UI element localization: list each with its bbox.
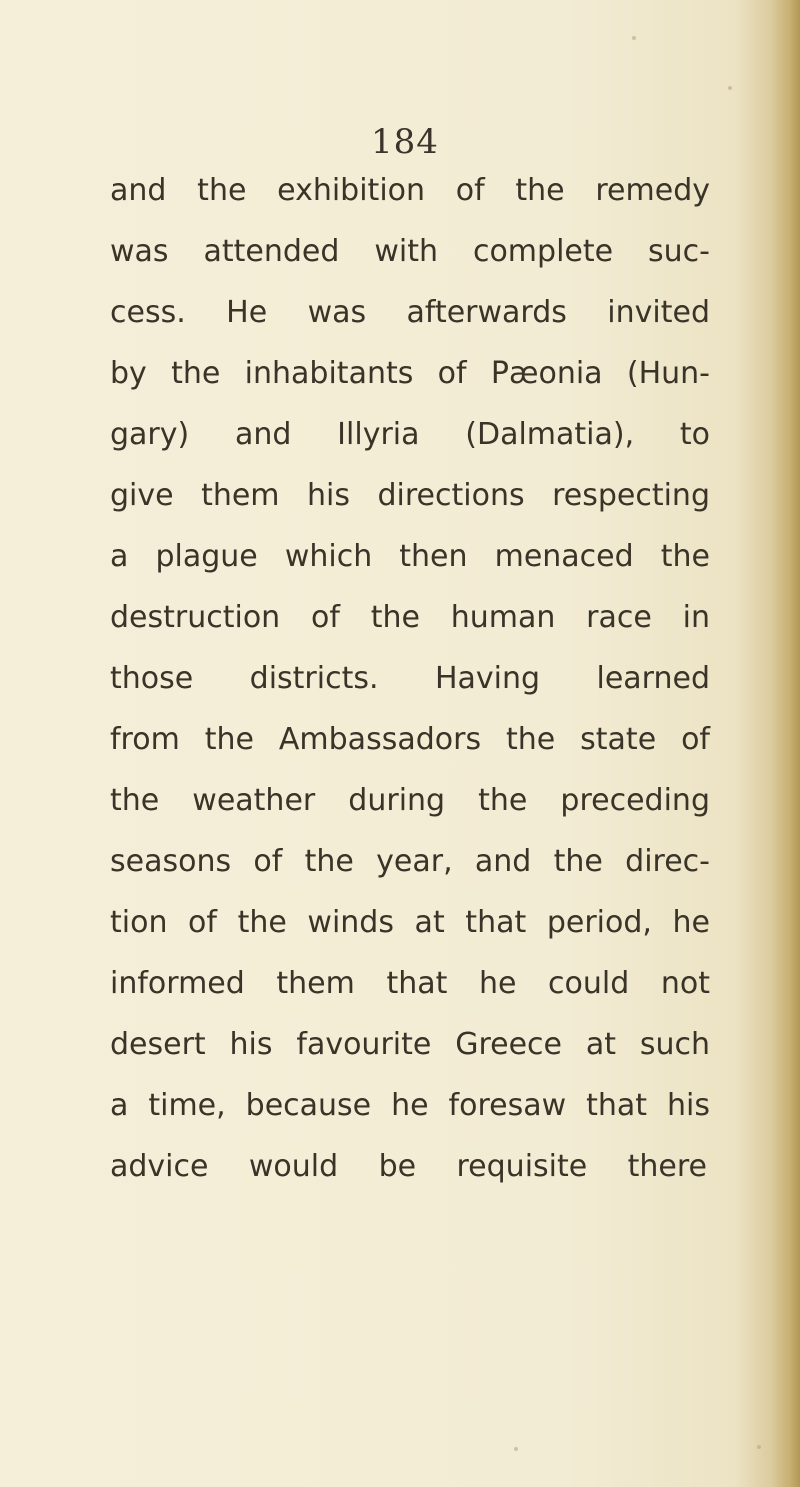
text-line: was attended with complete suc- <box>110 234 710 269</box>
page-number: 184 <box>371 122 439 162</box>
text-line: a time, because he foresaw that his <box>110 1088 710 1123</box>
text-line: gary) and Illyria (Dalmatia), to <box>110 417 710 452</box>
text-line: give them his directions respecting <box>110 478 710 513</box>
body-text <box>110 160 710 1197</box>
paper-speck <box>514 1447 518 1451</box>
paper-speck <box>632 36 636 40</box>
text-line: a plague which then menaced the <box>110 539 710 574</box>
text-line: informed them that he could not <box>110 966 710 1001</box>
text-line: desert his favourite Greece at such <box>110 1027 710 1062</box>
text-line: tion of the winds at that period, he <box>110 905 710 940</box>
paper-speck <box>728 86 732 90</box>
text-line: cess. He was afterwards invited <box>110 295 710 330</box>
page-edge-shadow <box>772 0 800 1487</box>
paper-speck <box>757 1445 761 1449</box>
text-line: from the Ambassadors the state of <box>110 722 710 757</box>
text-line: those districts. Having learned <box>110 661 710 696</box>
text-line: advice would be requisite there <box>110 1149 707 1184</box>
text-line: the weather during the preceding <box>110 783 710 818</box>
text-line: by the inhabitants of Pæonia (Hun- <box>110 356 710 391</box>
text-line: destruction of the human race in <box>110 600 710 635</box>
text-line: seasons of the year, and the direc- <box>110 844 710 879</box>
text-line: and the exhibition of the remedy <box>110 173 710 208</box>
